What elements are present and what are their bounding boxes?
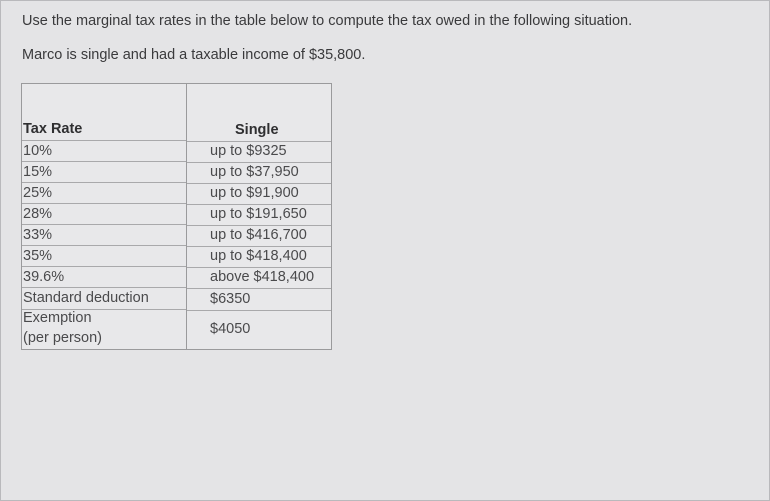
table-row-single: up to $37,950	[210, 164, 299, 180]
exemption-label: Exemption	[23, 310, 92, 326]
table-row-single: up to $191,650	[210, 206, 307, 222]
standard-deduction-label: Standard deduction	[23, 290, 149, 306]
table-row-rate: 15%	[23, 164, 53, 180]
table-row-single: up to $9325	[210, 143, 287, 159]
table-row-single: above $418,400	[210, 269, 315, 285]
table-row-rate: 25%	[23, 185, 53, 201]
standard-deduction-value: $6350	[210, 291, 251, 307]
tax-rate-table	[21, 83, 332, 350]
row-divider	[187, 310, 331, 311]
table-row-rate: 10%	[23, 143, 53, 159]
question-instruction: Use the marginal tax rates in the table below to compute the tax owed in the following situation.	[22, 13, 633, 29]
table-row-rate: 35%	[23, 248, 53, 264]
header-single: Single	[235, 122, 279, 138]
table-row-single: up to $418,400	[210, 248, 307, 264]
table-row-single: up to $416,700	[210, 227, 307, 243]
header-tax-rate: Tax Rate	[23, 121, 83, 137]
table-row-single: up to $91,900	[210, 185, 299, 201]
row-divider	[187, 288, 331, 289]
question-scenario: Marco is single and had a taxable income of $35,800.	[22, 47, 366, 63]
table-row-rate: 28%	[23, 206, 53, 222]
exemption-value: $4050	[210, 321, 251, 337]
table-row-rate: 39.6%	[23, 269, 65, 285]
table-row-rate: 33%	[23, 227, 53, 243]
exemption-sublabel: (per person)	[23, 330, 102, 346]
